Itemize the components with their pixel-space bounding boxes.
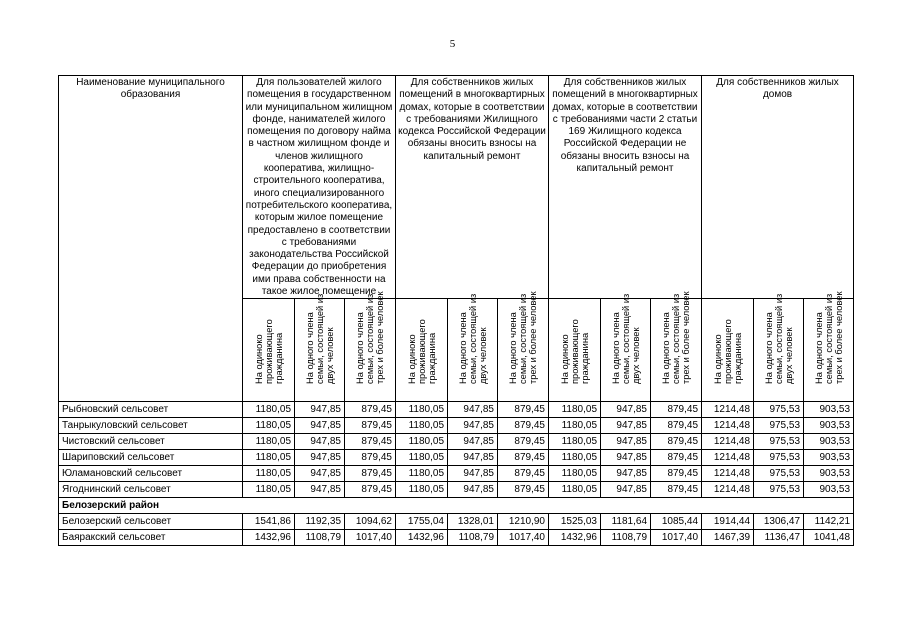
value-cell: 1094,62 [345,514,396,530]
subheader-g3-2 [601,294,651,402]
municipality-name: Баяракский сельсовет [59,530,243,546]
value-cell: 1328,01 [448,514,498,530]
value-cell: 1214,48 [702,418,754,434]
subheader-g1-2 [295,294,345,402]
value-cell: 1108,79 [295,530,345,546]
value-cell: 1180,05 [549,482,601,498]
value-cell: 1180,05 [396,482,448,498]
municipality-name: Шариповский сельсовет [59,450,243,466]
value-cell: 975,53 [754,466,804,482]
table-row [59,418,854,434]
value-cell: 975,53 [754,402,804,418]
value-cell: 1180,05 [243,434,295,450]
value-cell: 1214,48 [702,434,754,450]
value-cell: 1755,04 [396,514,448,530]
value-cell: 947,85 [601,450,651,466]
value-cell: 1180,05 [243,482,295,498]
table-row [59,530,854,546]
value-cell: 1432,96 [243,530,295,546]
value-cell: 1180,05 [243,402,295,418]
value-cell: 879,45 [345,466,396,482]
value-cell: 1136,47 [754,530,804,546]
municipality-name: Ягоднинский сельсовет [59,482,243,498]
subheader-g2-2 [448,294,498,402]
header-group-3: Для собственников жилых помещений в многоквартирных домах, которые в соответствии с требованиями части 2 статьи 169 Жилищного кодекса Российской Федерации не обязаны вносить взносы на капитальный ремонт [549,76,702,299]
value-cell: 947,85 [601,418,651,434]
value-cell: 1180,05 [243,450,295,466]
value-cell: 947,85 [448,418,498,434]
header-group-1: Для пользователей жилого помещения в государственном или муниципальном жилищном фонде, нанимателей жилого помещения по договору найма в частном жилищном фонде и членов жилищного кооператива, жилищно-строительного кооператива, иного специализированного потребительского кооператива, которым жилое помещение предоставлено в соответствии с требованиями законодательства Российской Федерации до приобретения ими права собственности на такое жилое помещение [243,76,396,299]
value-cell: 947,85 [295,402,345,418]
table-row [59,466,854,482]
value-cell: 1180,05 [396,434,448,450]
value-cell: 1180,05 [549,434,601,450]
subheader-label: На одного члена семьи, состоящей из трех и более человек [508,291,538,385]
subheader-label: На одного члена семьи, состоящей из трех и более человек [355,291,385,385]
value-cell: 1541,86 [243,514,295,530]
value-cell: 1180,05 [396,402,448,418]
header-group-2: Для собственников жилых помещений в многоквартирных домах, которые в соответствии с требованиями Жилищного кодекса Российской Федерации обязаны вносить взносы на капитальный ремонт [396,76,549,299]
value-cell: 903,53 [804,450,854,466]
value-cell: 947,85 [601,434,651,450]
value-cell: 1108,79 [448,530,498,546]
value-cell: 947,85 [601,402,651,418]
value-cell: 947,85 [295,466,345,482]
value-cell: 1214,48 [702,466,754,482]
subheader-g2-1 [396,299,448,402]
value-cell: 947,85 [601,466,651,482]
value-cell: 947,85 [448,466,498,482]
value-cell: 1017,40 [651,530,702,546]
subheader-g4-2 [754,294,804,402]
value-cell: 1432,96 [549,530,601,546]
value-cell: 1180,05 [243,466,295,482]
municipality-name: Рыбновский сельсовет [59,402,243,418]
subheader-label: На одного члена семьи, состоящей из двух человек [457,294,488,385]
value-cell: 1914,44 [702,514,754,530]
value-cell: 903,53 [804,466,854,482]
value-cell: 879,45 [651,466,702,482]
table-row [59,514,854,530]
value-cell: 879,45 [651,482,702,498]
subheader-g1-3 [345,291,396,402]
value-cell: 1467,39 [702,530,754,546]
district-row [59,498,854,514]
value-cell: 947,85 [448,450,498,466]
value-cell: 879,45 [498,450,549,466]
subheader-label: На одного члена семьи, состоящей из трех и более человек [813,291,844,385]
value-cell: 947,85 [601,482,651,498]
district-name: Белозерский район [59,498,854,514]
value-cell: 879,45 [498,434,549,450]
value-cell: 1214,48 [702,482,754,498]
value-cell: 879,45 [651,418,702,434]
header-municipality: Наименование муниципального образования [59,76,243,402]
value-cell: 1525,03 [549,514,601,530]
municipality-name: Юламановский сельсовет [59,466,243,482]
value-cell: 879,45 [498,482,549,498]
value-cell: 947,85 [295,482,345,498]
subheader-label: На одиноко проживающего гражданина [712,319,743,385]
value-cell: 947,85 [295,418,345,434]
value-cell: 1180,05 [549,418,601,434]
value-cell: 879,45 [345,434,396,450]
value-cell: 879,45 [345,402,396,418]
value-cell: 879,45 [498,466,549,482]
value-cell: 947,85 [448,402,498,418]
value-cell: 1108,79 [601,530,651,546]
value-cell: 1017,40 [345,530,396,546]
value-cell: 1214,48 [702,450,754,466]
subheader-g4-1 [702,299,754,402]
value-cell: 947,85 [295,450,345,466]
value-cell: 1180,05 [549,402,601,418]
subheader-label: На одного члена семьи, состоящей из двух человек [304,294,335,385]
value-cell: 975,53 [754,450,804,466]
value-cell: 975,53 [754,434,804,450]
value-cell: 1180,05 [549,466,601,482]
value-cell: 879,45 [498,418,549,434]
subheader-label: На одного члена семьи, состоящей из трех и более человек [661,291,692,385]
value-cell: 1192,35 [295,514,345,530]
municipality-name: Танрыкуловский сельсовет [59,418,243,434]
value-cell: 879,45 [345,450,396,466]
value-cell: 1180,05 [396,450,448,466]
value-cell: 1142,21 [804,514,854,530]
value-cell: 879,45 [651,450,702,466]
value-cell: 1306,47 [754,514,804,530]
header-group-4: Для собственников жилых домов [702,76,854,299]
value-cell: 1085,44 [651,514,702,530]
value-cell: 903,53 [804,434,854,450]
table-row [59,482,854,498]
municipality-name: Чистовский сельсовет [59,434,243,450]
value-cell: 1432,96 [396,530,448,546]
subheader-label: На одного члена семьи, состоящей из двух человек [610,294,641,385]
table-row [59,402,854,418]
tariff-table [58,75,854,546]
value-cell: 975,53 [754,482,804,498]
value-cell: 975,53 [754,418,804,434]
value-cell: 947,85 [448,434,498,450]
subheader-label: На одиноко проживающего гражданина [406,319,437,385]
subheader-g2-3 [498,291,549,402]
value-cell: 947,85 [448,482,498,498]
subheader-label: На одного члена семьи, состоящей из двух человек [763,294,794,385]
value-cell: 1180,05 [396,418,448,434]
value-cell: 879,45 [651,402,702,418]
value-cell: 903,53 [804,482,854,498]
value-cell: 879,45 [498,402,549,418]
subheader-g4-3 [804,291,854,402]
value-cell: 1180,05 [243,418,295,434]
value-cell: 903,53 [804,418,854,434]
value-cell: 1017,40 [498,530,549,546]
value-cell: 1181,64 [601,514,651,530]
value-cell: 879,45 [651,434,702,450]
subheader-label: На одиноко проживающего гражданина [253,319,284,385]
subheader-g3-3 [651,291,702,402]
value-cell: 879,45 [345,418,396,434]
value-cell: 1041,48 [804,530,854,546]
value-cell: 1180,05 [396,466,448,482]
subheader-g1-1 [243,299,295,402]
value-cell: 1180,05 [549,450,601,466]
value-cell: 903,53 [804,402,854,418]
value-cell: 879,45 [345,482,396,498]
value-cell: 1214,48 [702,402,754,418]
table-row [59,434,854,450]
subheader-label: На одиноко проживающего гражданина [559,319,590,385]
municipality-name: Белозерский сельсовет [59,514,243,530]
table-row [59,450,854,466]
value-cell: 947,85 [295,434,345,450]
page-number: 5 [449,38,456,50]
subheader-g3-1 [549,299,601,402]
value-cell: 1210,90 [498,514,549,530]
